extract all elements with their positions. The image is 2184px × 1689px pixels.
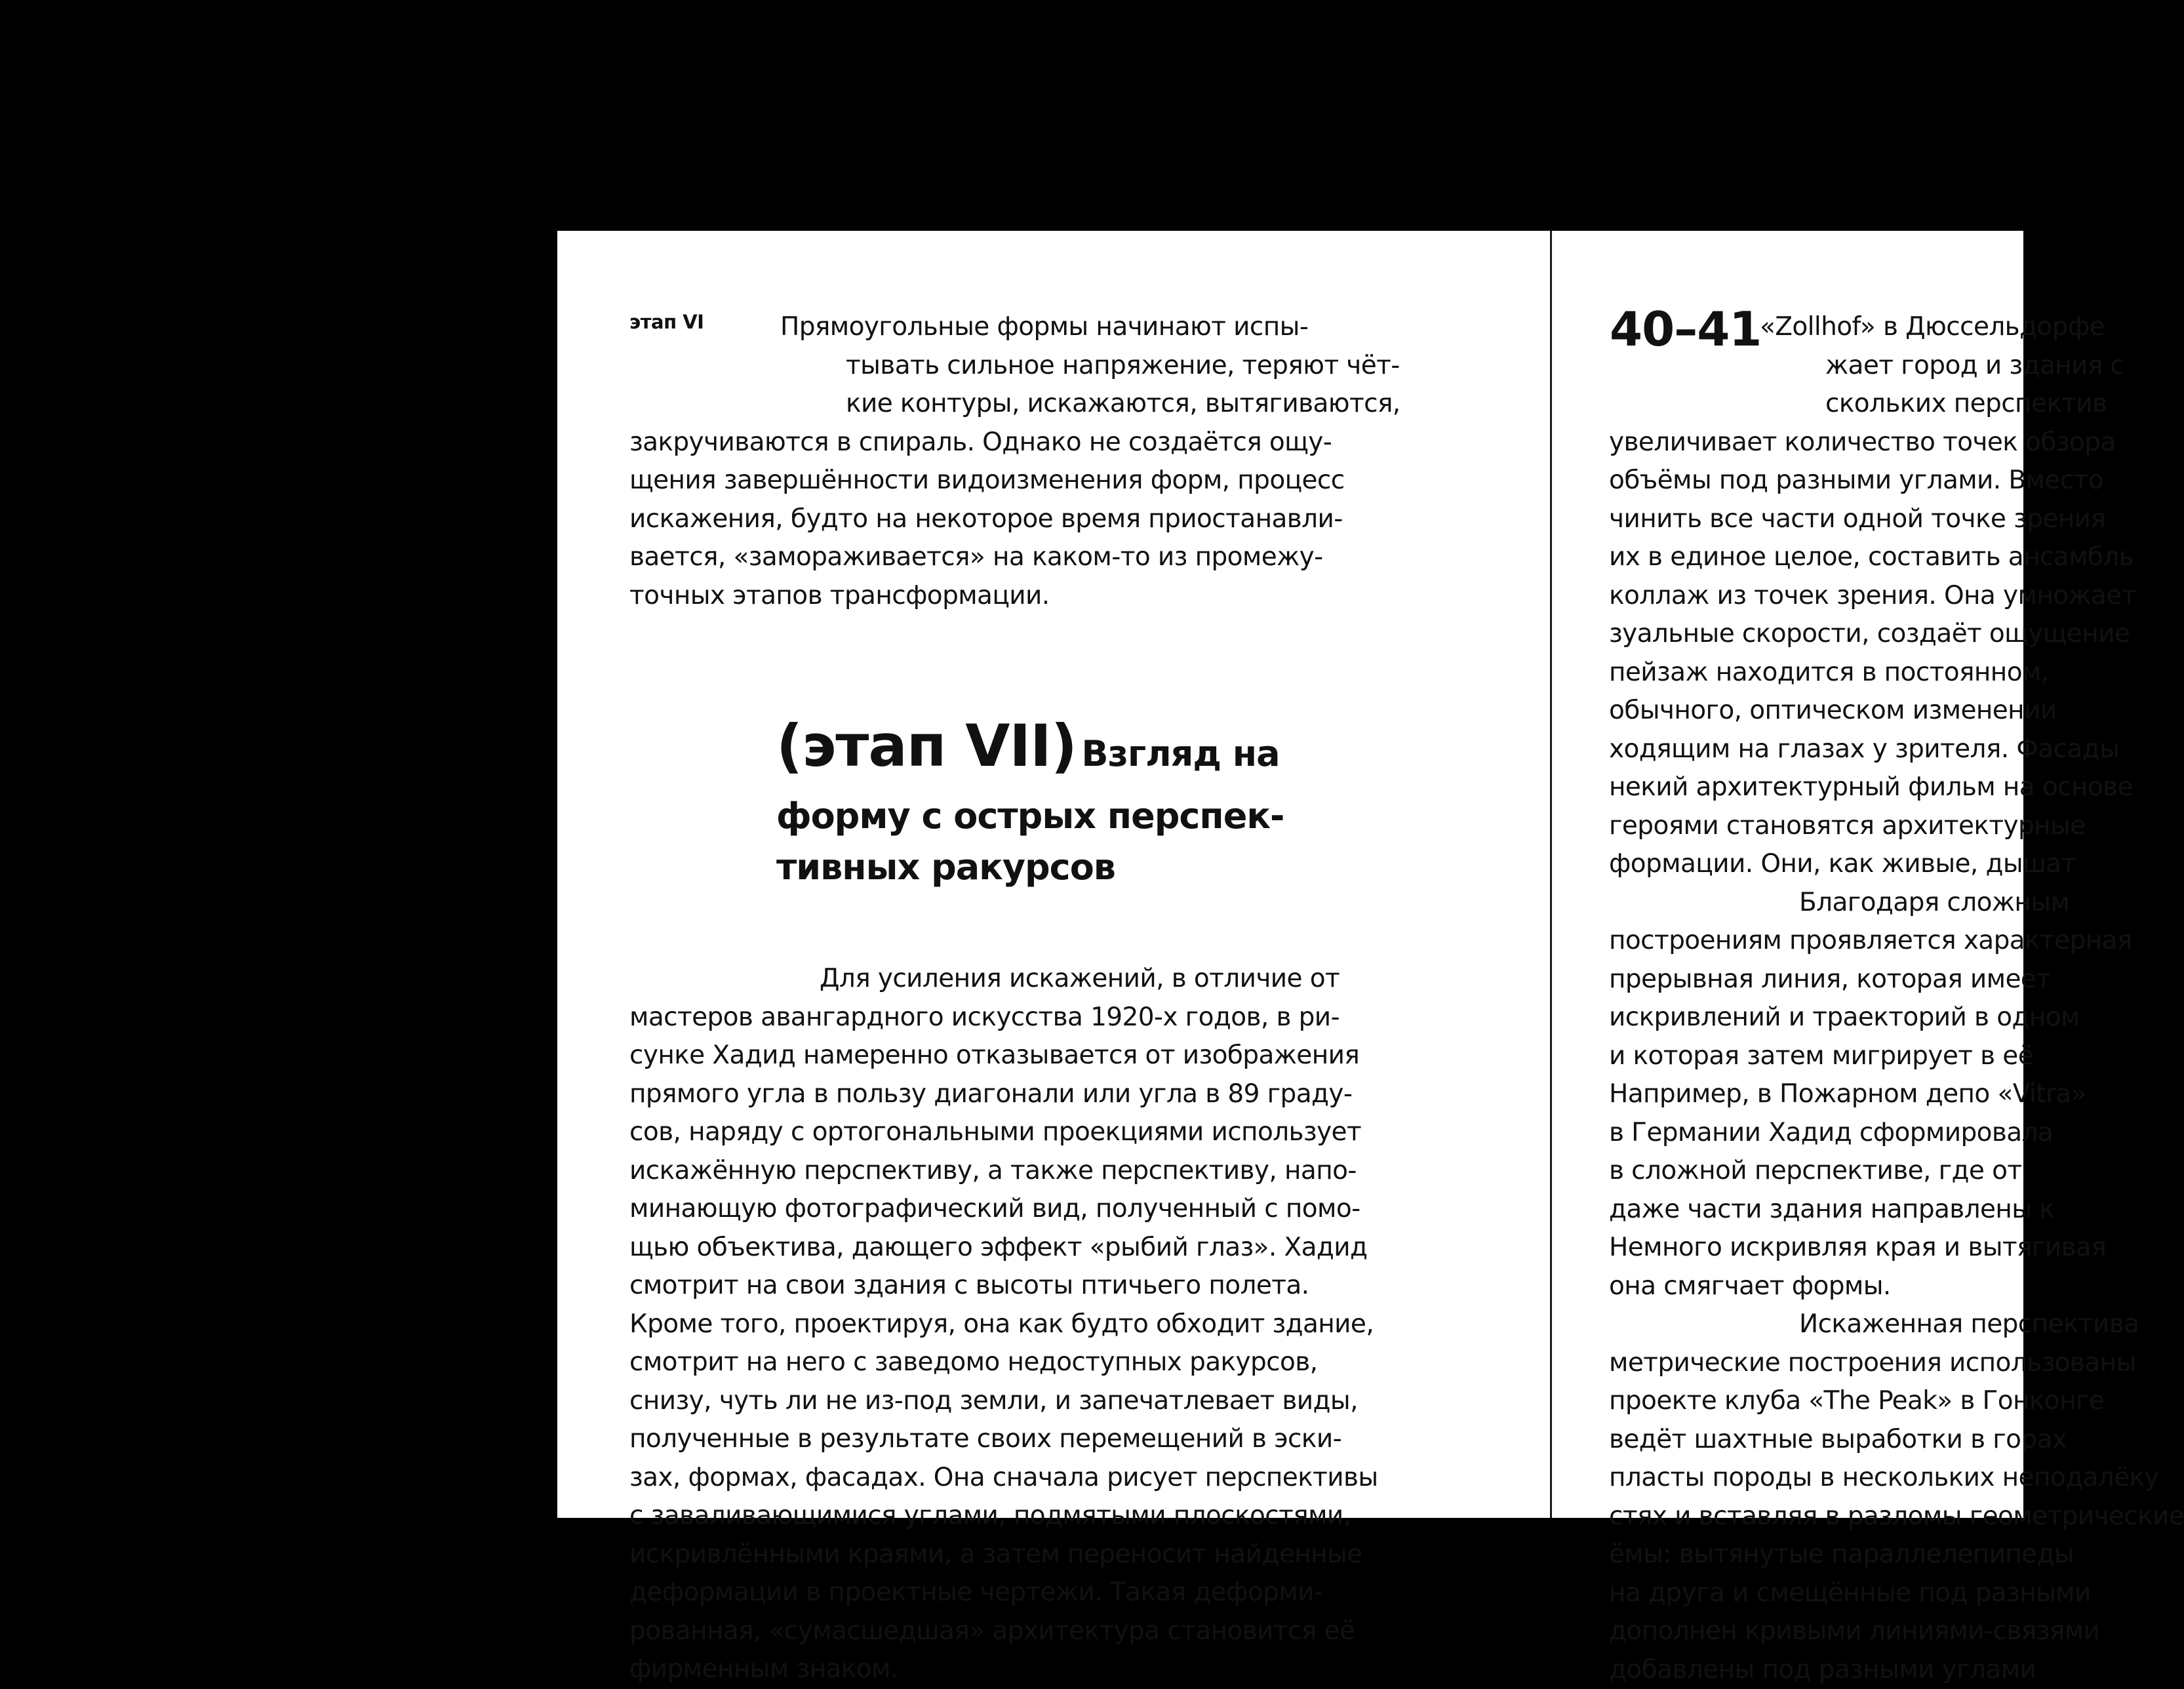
- text-line: деформации в проектные чертежи. Такая деформи-: [629, 1574, 1469, 1612]
- text-line: ведёт шахтные выработки в горах: [1609, 1421, 2029, 1460]
- text-line: героями становятся архитектурные: [1609, 807, 2029, 846]
- heading-line: тивных ракурсов: [776, 842, 1498, 893]
- book-spread: [557, 231, 2023, 1518]
- text-line: зуальные скорости, создаёт ощущение: [1609, 615, 2029, 654]
- text-line: и которая затем мигрирует в её: [1609, 1037, 2029, 1076]
- text-line: она смягчает формы.: [1609, 1267, 2029, 1306]
- text-line: вается, «замораживается» на каком-то из промежу-: [629, 538, 1469, 577]
- text-line: стях и вставляя в разломы геометрические: [1609, 1498, 2029, 1536]
- text-line: минающую фотографический вид, полученный с помо-: [629, 1190, 1469, 1229]
- text-line: коллаж из точек зрения. Она умножает: [1609, 577, 2029, 616]
- text-line: пейзаж находится в постоянном,: [1609, 654, 2029, 692]
- page-number: 40–41: [1610, 303, 1761, 355]
- text-line: проекте клуба «The Peak» в Гонконге: [1609, 1382, 2029, 1421]
- text-line: некий архитектурный фильм на основе: [1609, 768, 2029, 807]
- text-line: формации. Они, как живые, дышат: [1609, 845, 2029, 884]
- text-line: с заваливающимися углами, подмятыми плоскостями,: [629, 1497, 1469, 1536]
- text-line: щения завершённости видоизменения форм, процесс: [629, 462, 1469, 500]
- text-line: их в единое целое, составить ансамбль: [1609, 538, 2029, 577]
- text-line: пласты породы в нескольких неподалёку: [1609, 1459, 2029, 1498]
- section-heading: [776, 716, 1498, 893]
- heading-line: форму с острых перспек-: [776, 791, 1498, 842]
- intro-paragraph: [629, 308, 1469, 615]
- text-line: построениям проявляется характерная: [1609, 922, 2029, 961]
- text-line: Благодаря сложным: [1609, 884, 2029, 923]
- text-line: фирменным знаком.: [629, 1650, 1469, 1689]
- body-paragraph-right: [1609, 308, 2029, 1689]
- text-line: прерывная линия, которая имеет: [1609, 961, 2029, 999]
- body-paragraph-left: [629, 960, 1469, 1689]
- text-line: щью объектива, дающего эффект «рыбий глаз». Хадид: [629, 1229, 1469, 1267]
- text-line: дополнен кривыми линиями-связями: [1609, 1612, 2029, 1651]
- text-line: точных этапов трансформации.: [629, 577, 1469, 616]
- text-line: увеличивает количество точек обзора: [1609, 424, 2029, 462]
- text-line: снизу, чуть ли не из-под земли, и запечатлевает виды,: [629, 1382, 1469, 1421]
- text-line: добавлены под разными углами: [1609, 1651, 2029, 1689]
- text-line: в сложной перспективе, где от: [1609, 1152, 2029, 1191]
- text-line: прямого угла в пользу диагонали или угла в 89 граду-: [629, 1075, 1469, 1114]
- text-line: искривлений и траекторий в одном: [1609, 999, 2029, 1037]
- text-line: полученные в результате своих перемещений в эски-: [629, 1420, 1469, 1459]
- text-line: ходящим на глазах у зрителя. Фасады: [1609, 730, 2029, 769]
- text-line: сунке Хадид намеренно отказывается от изображения: [629, 1037, 1469, 1075]
- text-line: искажения, будто на некоторое время приостанавли-: [629, 500, 1469, 539]
- text-line: жает город и здания с: [1609, 347, 2029, 386]
- text-line: «Zollhof» в Дюссельдорфе: [1609, 308, 2029, 347]
- text-line: скольких перспектив: [1609, 385, 2029, 424]
- text-line: даже части здания направлены к: [1609, 1191, 2029, 1229]
- stage-label: этап VI: [629, 311, 704, 333]
- text-line: рованная, «сумасшедшая» архитектура становится её: [629, 1612, 1469, 1651]
- text-line: в Германии Хадид сформировала: [1609, 1114, 2029, 1153]
- text-line: Для усиления искажений, в отличие от: [629, 960, 1469, 999]
- text-line: чинить все части одной точке зрения: [1609, 500, 2029, 539]
- page-gutter: [1550, 231, 1552, 1518]
- text-line: метрические построения использованы: [1609, 1344, 2029, 1383]
- text-line: тывать сильное напряжение, теряют чёт-: [629, 347, 1469, 386]
- text-line: смотрит на него с заведомо недоступных ракурсов,: [629, 1343, 1469, 1382]
- text-line: мастеров авангардного искусства 1920-х годов, в ри-: [629, 999, 1469, 1037]
- text-line: объёмы под разными углами. Вместо: [1609, 462, 2029, 500]
- text-line: закручиваются в спираль. Однако не создаётся ощу-: [629, 424, 1469, 462]
- text-line: искажённую перспективу, а также перспективу, напо-: [629, 1152, 1469, 1191]
- text-line: смотрит на свои здания с высоты птичьего полета.: [629, 1267, 1469, 1305]
- text-line: ёмы: вытянутые параллелепипеды: [1609, 1536, 2029, 1574]
- heading-prefix: (этап VII): [776, 712, 1077, 780]
- text-line: Кроме того, проектируя, она как будто обходит здание,: [629, 1305, 1469, 1344]
- text-line: Искаженная перспектива: [1609, 1305, 2029, 1344]
- text-line: обычного, оптическом изменении: [1609, 692, 2029, 730]
- text-line: зах, формах, фасадах. Она сначала рисует перспективы: [629, 1459, 1469, 1498]
- text-line: Прямоугольные формы начинают испы-: [629, 308, 1469, 347]
- text-line: сов, наряду с ортогональными проекциями использует: [629, 1113, 1469, 1152]
- text-line: на друга и смещённые под разными: [1609, 1574, 2029, 1613]
- heading-line: Взгляд на: [1081, 733, 1279, 774]
- text-line: Немного искривляя края и вытягивая: [1609, 1229, 2029, 1267]
- text-line: Например, в Пожарном депо «Vitra»: [1609, 1075, 2029, 1114]
- text-line: искривлёнными краями, а затем переносит найденные: [629, 1536, 1469, 1574]
- text-line: кие контуры, искажаются, вытягиваются,: [629, 385, 1469, 424]
